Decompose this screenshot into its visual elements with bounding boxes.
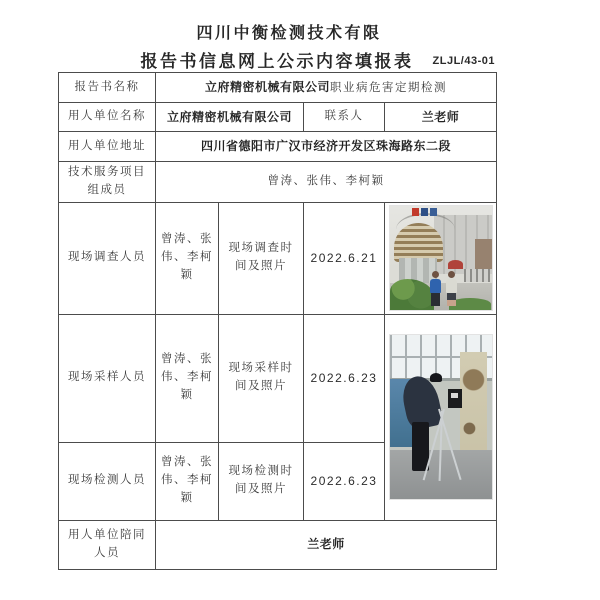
row-employer-address (59, 132, 497, 162)
report-name-value (156, 73, 497, 103)
escort-value: 兰老师 (156, 520, 497, 569)
testing-time-label: 现场检测时间及照片 (219, 442, 304, 520)
form-sheet (58, 20, 496, 570)
report-name-suffix: 职业病危害定期检测 (330, 82, 448, 95)
employer-name-value: 立府精密机械有限公司 (156, 103, 304, 132)
photo-gate-fence (464, 269, 491, 283)
row-report-name (59, 73, 497, 103)
document-header (58, 20, 496, 71)
form-title: 报告书信息网上公示内容填报表 (140, 52, 414, 71)
survey-personnel-label: 现场调查人员 (59, 202, 156, 314)
testing-personnel-label: 现场检测人员 (59, 442, 156, 520)
project-team-label: 技术服务项目组成员 (59, 162, 156, 203)
disclosure-table (58, 72, 497, 570)
photo-technician-cap (430, 373, 442, 382)
row-employer-name (59, 103, 497, 132)
contact-value: 兰老师 (385, 103, 497, 132)
photo-company-logo (412, 208, 437, 216)
sampling-date: 2022.6.23 (304, 314, 385, 442)
company-title: 四川中衡检测技术有限 (196, 25, 382, 42)
project-team-value: 曾涛、张伟、李柯颖 (156, 162, 497, 203)
sampling-members: 曾涛、张伟、李柯颖 (156, 314, 219, 442)
testing-members: 曾涛、张伟、李柯颖 (156, 442, 219, 520)
report-name-label: 报告书名称 (59, 73, 156, 103)
site-survey-photo (390, 206, 492, 310)
row-escort (59, 520, 497, 569)
employer-address-label: 用人单位地址 (59, 132, 156, 162)
employer-address-value: 四川省德阳市广汉市经济开发区珠海路东二段 (156, 132, 497, 162)
row-site-survey (59, 202, 497, 314)
site-sampling-photo (390, 335, 492, 499)
row-site-sampling (59, 314, 497, 442)
contact-label: 联系人 (304, 103, 385, 132)
report-name-company: 立府精密机械有限公司 (205, 80, 331, 95)
photo-person-blue-shirt (430, 271, 441, 306)
document-code: ZLJL/43-01 (432, 55, 495, 67)
row-project-team (59, 162, 497, 203)
employer-name-label: 用人单位名称 (59, 103, 156, 132)
sampling-photo-cell (385, 314, 497, 520)
photo-background-building (475, 239, 491, 268)
photo-person-white-shirt (446, 271, 457, 306)
escort-label: 用人单位陪同人员 (59, 520, 156, 569)
sampling-time-label: 现场采样时间及照片 (219, 314, 304, 442)
sampling-personnel-label: 现场采样人员 (59, 314, 156, 442)
photo-sampler-instrument (448, 389, 462, 408)
survey-photo-cell (385, 202, 497, 314)
survey-members: 曾涛、张伟、李柯颖 (156, 202, 219, 314)
testing-date: 2022.6.23 (304, 442, 385, 520)
photo-red-awning (448, 260, 463, 268)
survey-time-label: 现场调查时间及照片 (219, 202, 304, 314)
survey-date: 2022.6.21 (304, 202, 385, 314)
photo-striped-rotunda (394, 223, 443, 263)
